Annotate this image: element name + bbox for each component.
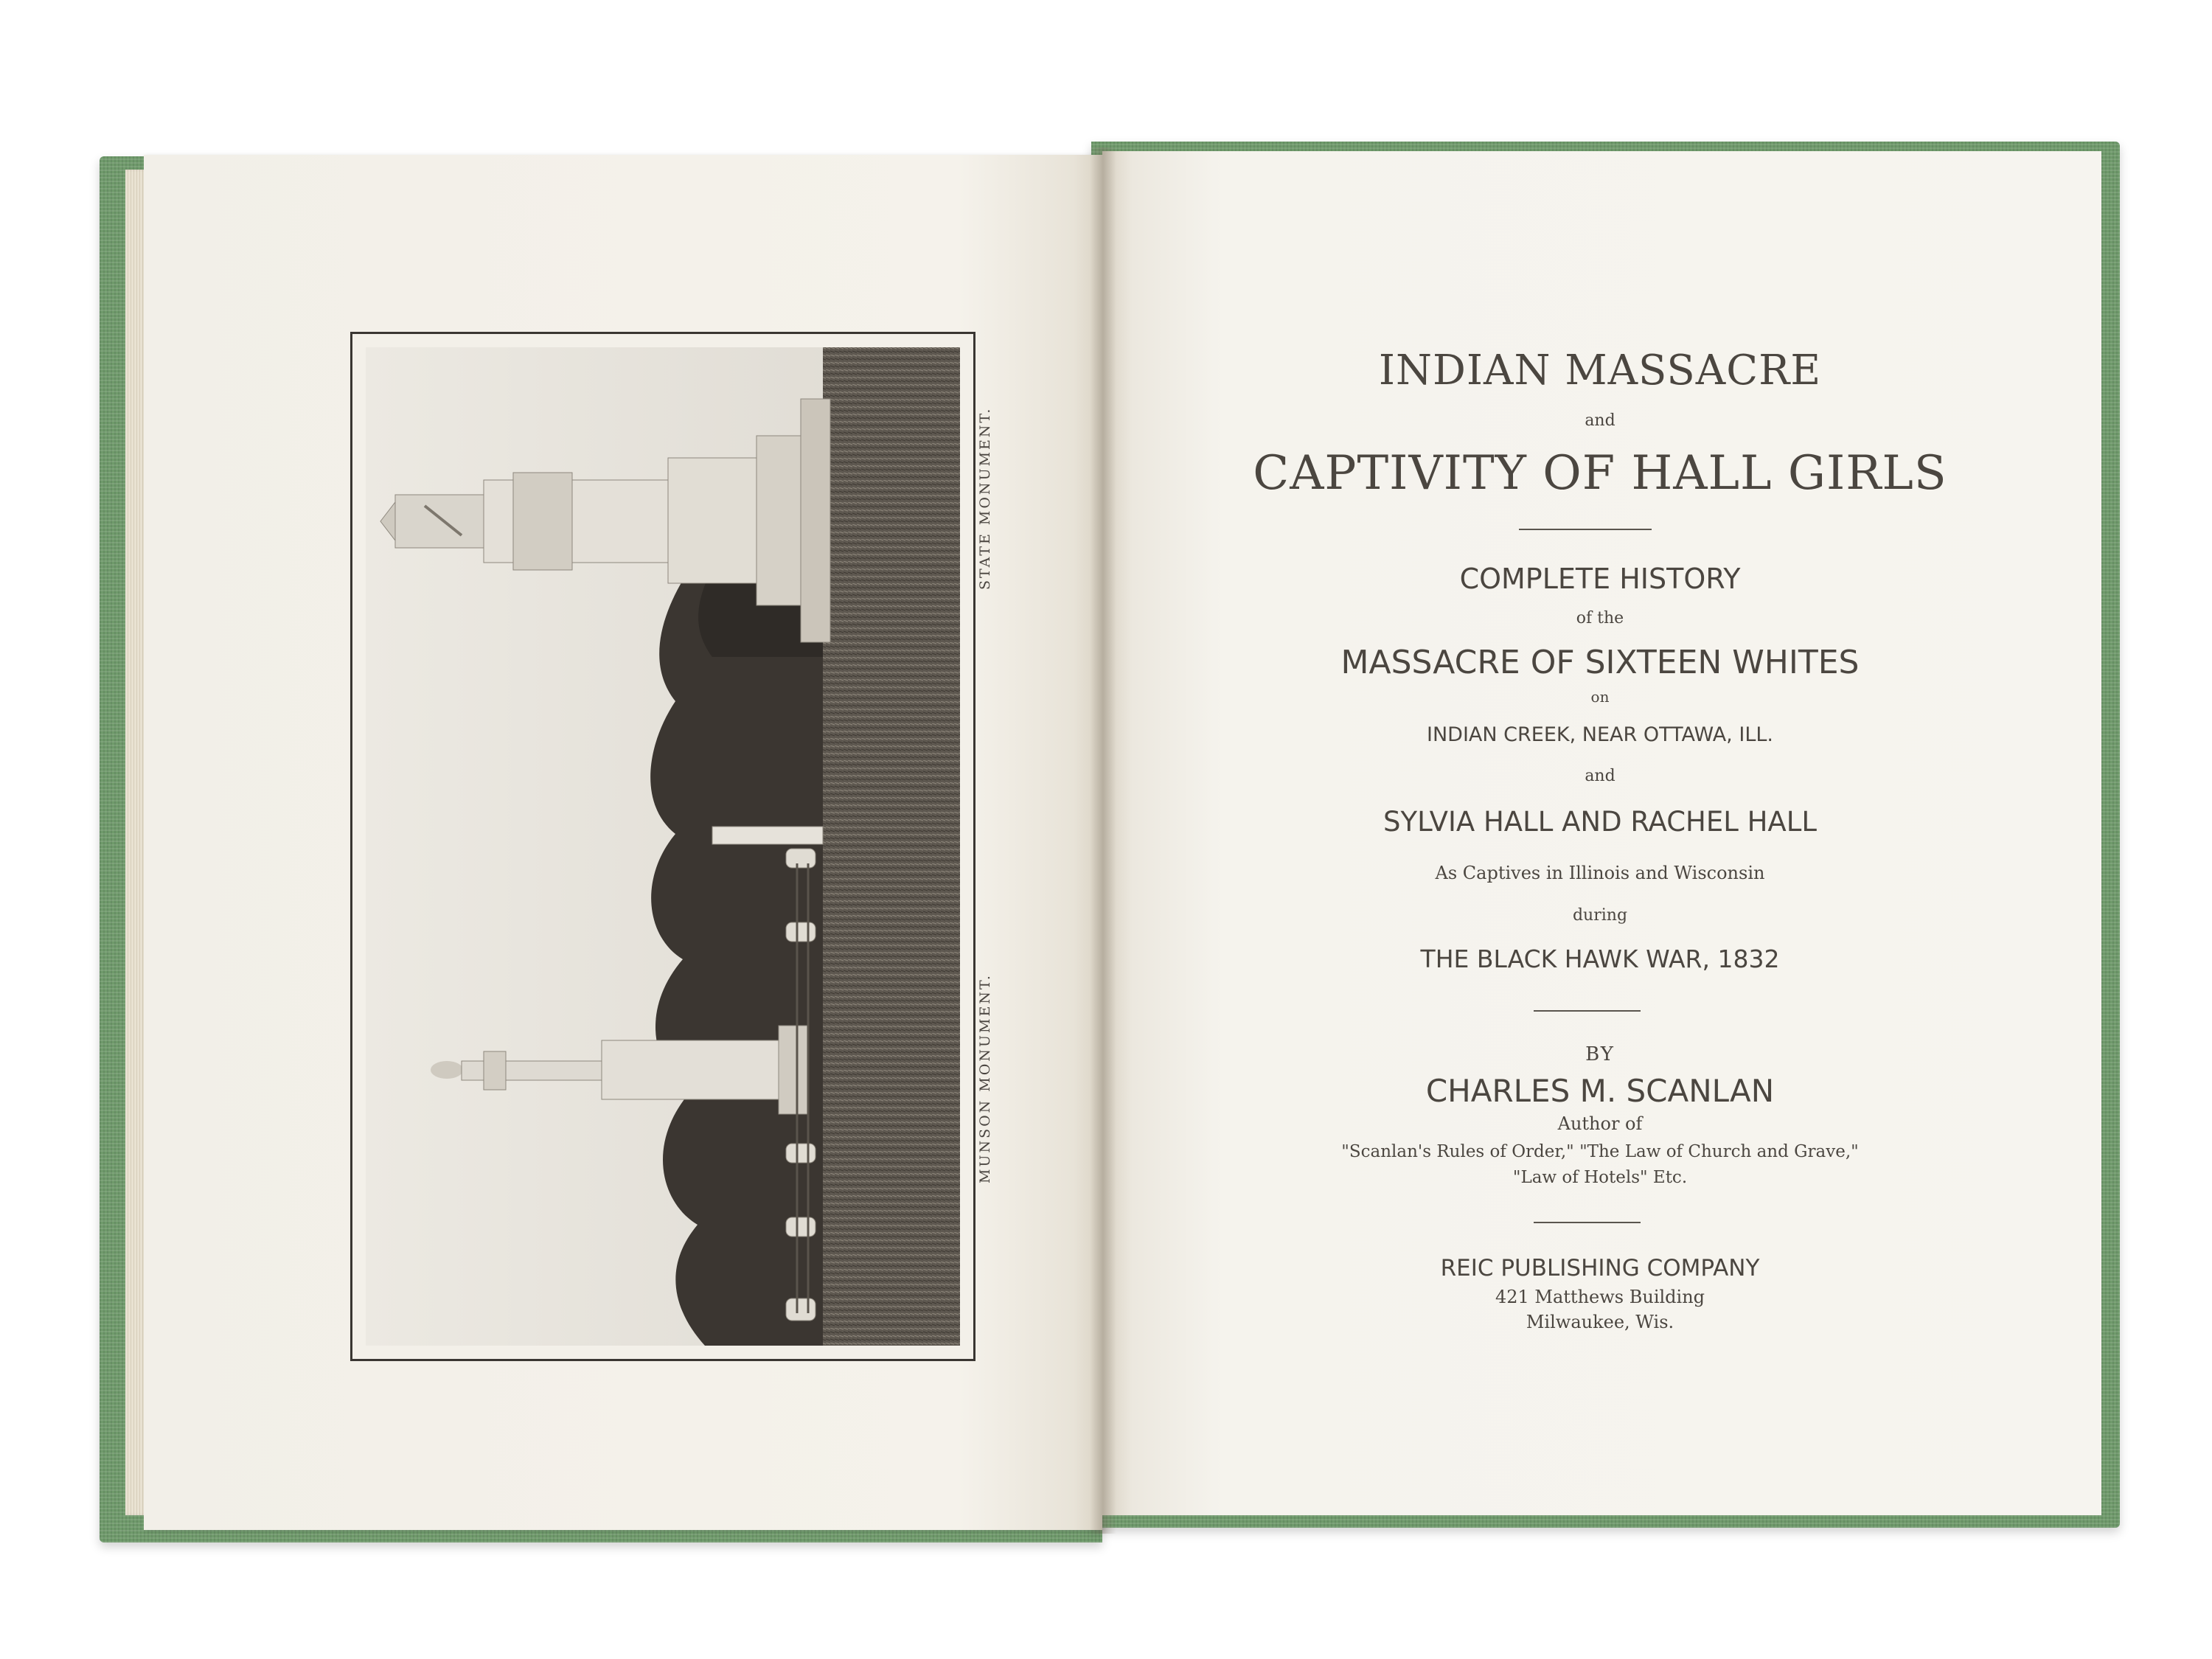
publisher-name: REIC PUBLISHING COMPANY [1440, 1255, 1760, 1281]
subtitle-of-the: of the [1576, 609, 1624, 627]
state-monument-caption: STATE MONUMENT. [977, 406, 993, 590]
other-works-line-1: "Scanlan's Rules of Order," "The Law of Church and Grave," [1341, 1142, 1859, 1161]
title-line-2: CAPTIVITY OF HALL GIRLS [1253, 446, 1947, 501]
black-hawk-war-line: THE BLACK HAWK WAR, 1832 [1420, 945, 1780, 973]
captives-line: As Captives in Illinois and Wisconsin [1435, 863, 1765, 883]
connector-and: and [1585, 767, 1615, 785]
monument-photo-image [366, 347, 960, 1346]
title-connector-and: and [1585, 411, 1615, 430]
publisher-divider-rule [1534, 1222, 1641, 1223]
frontispiece-photo-frame [350, 332, 975, 1361]
title-divider-rule [1519, 529, 1652, 530]
subtitle-massacre: MASSACRE OF SIXTEEN WHITES [1340, 644, 1860, 681]
hall-sisters-names: SYLVIA HALL AND RACHEL HALL [1383, 806, 1817, 838]
author-name: CHARLES M. SCANLAN [1425, 1073, 1775, 1109]
monument-photograph [366, 347, 960, 1346]
subtitle-complete-history: COMPLETE HISTORY [1459, 563, 1741, 595]
by-line: BY [1585, 1043, 1615, 1065]
author-of-line: Author of [1557, 1113, 1643, 1134]
author-divider-rule [1534, 1010, 1641, 1012]
location-line: INDIAN CREEK, NEAR OTTAWA, ILL. [1427, 723, 1773, 746]
title-line-1: INDIAN MASSACRE [1378, 347, 1822, 394]
book-gutter [1090, 147, 1116, 1534]
publisher-address-1: 421 Matthews Building [1495, 1287, 1705, 1307]
subtitle-on: on [1590, 688, 1610, 706]
during-line: during [1572, 906, 1628, 925]
other-works-line-2: "Law of Hotels" Etc. [1512, 1168, 1688, 1187]
publisher-address-2: Milwaukee, Wis. [1526, 1312, 1674, 1332]
munson-monument-caption: MUNSON MONUMENT. [977, 973, 993, 1183]
